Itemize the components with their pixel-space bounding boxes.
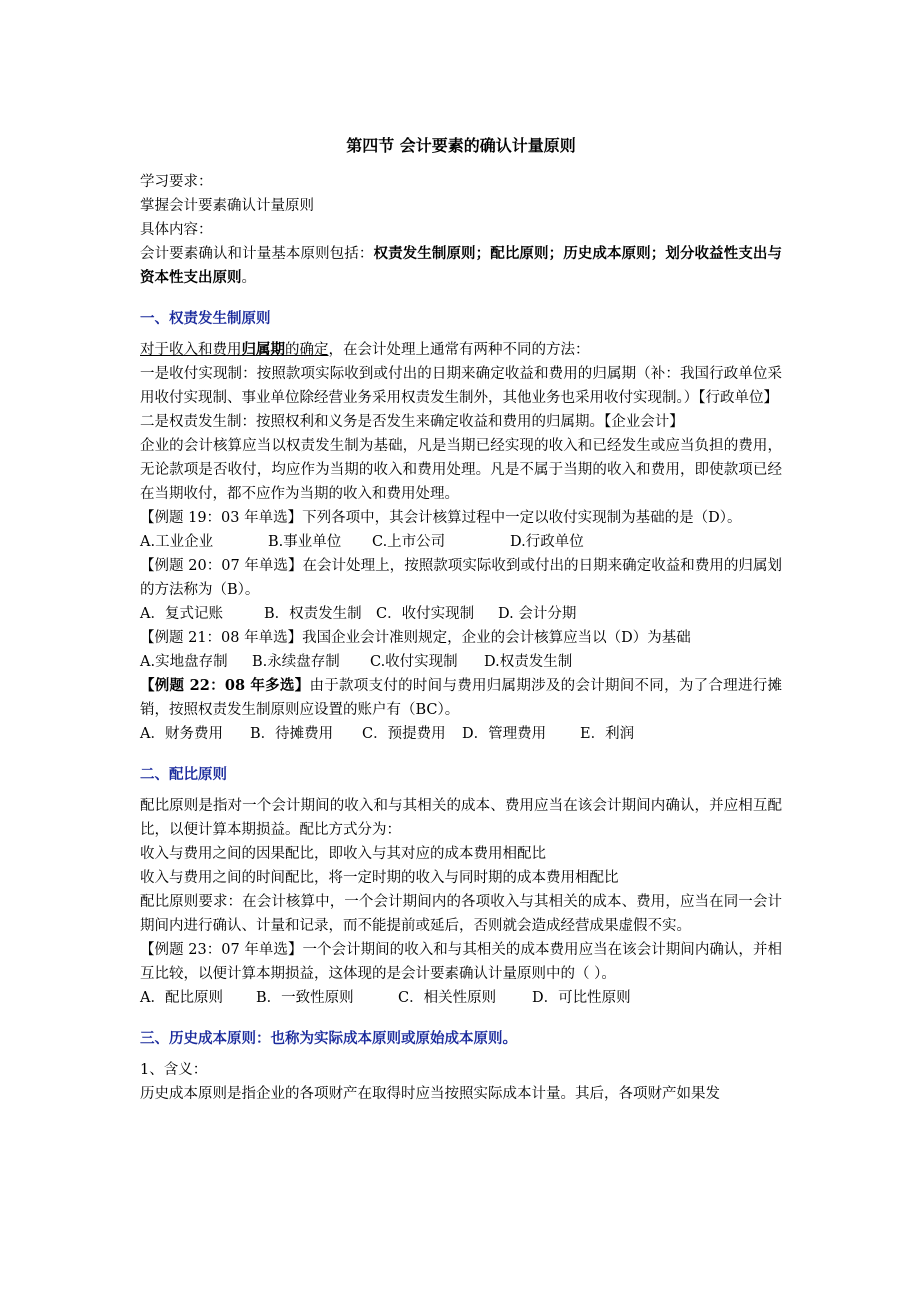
summary-paragraph: [140, 242, 782, 290]
historical-cost-definition: 历史成本原则是指企业的各项财产在取得时应当按照实际成本计量。其后，各项财产如果发: [140, 1086, 720, 1102]
content-label: 具体内容：: [140, 222, 213, 238]
accrual-intro-underlined-1: 对于收入和费用: [140, 342, 242, 358]
section-heading-historical-cost: 三、历史成本原则：也称为实际成本原则或原始成本原则。: [140, 1031, 517, 1047]
accrual-basis-paragraph: 二是权责发生制：按照权利和义务是否发生来确定收益和费用的归属期。【企业会计】: [140, 414, 684, 430]
accrual-intro-key-term: 归属期: [241, 341, 285, 358]
option: D．管理费用: [462, 726, 547, 742]
example-21-options: [140, 650, 782, 674]
option: A.实地盘存制: [140, 654, 228, 670]
cash-basis-paragraph: 一是收付实现制：按照款项实际收到或付出的日期来确定收益和费用的归属期（补：我国行政单位采用收付实现制、事业单位除经营业务采用权责发生制外，其他业务也采用收付实现制。）【行政单位】: [140, 366, 782, 406]
document-page: [140, 136, 782, 1106]
option: A.工业企业: [140, 534, 214, 550]
example-19-question: 【例题 19：03 年单选】下列各项中，其会计核算过程中一定以收付实现制为基础的是（D）。: [140, 510, 742, 526]
summary-principles: 权责发生制原则；配比原则；历史成本原则；划分收益性支出与资本性支出原则: [140, 245, 783, 286]
option: A．复式记账: [140, 606, 223, 622]
section-heading-matching: 二、配比原则: [140, 767, 227, 783]
option: B．权责发生制: [264, 606, 362, 622]
section-heading-accrual: 一、权责发生制原则: [140, 311, 271, 327]
option: C.上市公司: [372, 534, 446, 550]
matching-definition: 配比原则是指对一个会计期间的收入和与其相关的成本、费用应当在该会计期间内确认，并应相互配比，以便计算本期损益。配比方式分为：: [140, 798, 782, 838]
option: E．利润: [580, 726, 635, 742]
example-19-options: [140, 530, 782, 554]
option: C．预提费用: [362, 726, 446, 742]
page-title: 第四节 会计要素的确认计量原则: [346, 136, 576, 155]
option: A．财务费用: [140, 726, 223, 742]
accrual-intro: [140, 338, 782, 362]
example-20-question: 【例题 20：07 年单选】在会计处理上，按照款项实际收到或付出的日期来确定收益和费用的归属划的方法称为（B）。: [140, 558, 782, 598]
summary-lead: 会计要素确认和计量基本原则包括：: [140, 246, 374, 262]
requirement-label: 学习要求：: [140, 174, 213, 190]
example-22-text: 由于款项支付的时间与费用归属期涉及的会计期间不同，为了合理进行摊销，按照权责发生制原则应设置的账户有（BC）。: [140, 678, 783, 718]
enterprise-paragraph: 企业的会计核算应当以权责发生制为基础，凡是当期已经实现的收入和已经发生或应当负担的费用，无论款项是否收付，均应作为当期的收入和费用处理。凡是不属于当期的收入和费用，即使款项已经在当期收付，都不应作为当期的收入和费用处理。: [140, 438, 782, 502]
accrual-intro-underlined-2: 的确定: [285, 342, 329, 358]
option: A．配比原则: [140, 990, 223, 1006]
accrual-intro-rest: ，在会计处理上通常有两种不同的方法：: [328, 342, 590, 358]
option: B.永续盘存制: [252, 654, 340, 670]
option: B．待摊费用: [250, 726, 334, 742]
example-22-options: [140, 722, 782, 746]
meaning-label: 1、含义：: [140, 1062, 208, 1078]
option: D. 会计分期: [498, 606, 577, 622]
example-22-question: [140, 674, 782, 722]
example-20-options: [140, 602, 782, 626]
option: B.事业单位: [268, 534, 342, 550]
example-22-label: 【例题 22：08 年多选】: [140, 677, 310, 694]
option: C．相关性原则: [398, 990, 497, 1006]
matching-requirement: 配比原则要求：在会计核算中，一个会计期间内的各项收入与其相关的成本、费用，应当在同一会计期间内进行确认、计量和记录，而不能提前或延后，否则就会造成经营成果虚假不实。: [140, 894, 782, 934]
matching-temporal: 收入与费用之间的时间配比，将一定时期的收入与同时期的成本费用相配比: [140, 870, 619, 886]
option: D.行政单位: [510, 534, 584, 550]
requirement-text: 掌握会计要素确认计量原则: [140, 198, 314, 214]
option: C.收付实现制: [370, 654, 458, 670]
example-23-options: [140, 986, 782, 1010]
option: D．可比性原则: [532, 990, 631, 1006]
example-21-question: 【例题 21：08 年单选】我国企业会计准则规定，企业的会计核算应当以（D）为基础: [140, 630, 691, 646]
example-23-question: 【例题 23：07 年单选】一个会计期间的收入和与其相关的成本费用应当在该会计期间内确认，并相互比较，以便计算本期损益，这体现的是会计要素确认计量原则中的（ ）。: [140, 942, 782, 982]
option: D.权责发生制: [484, 654, 573, 670]
option: B．一致性原则: [256, 990, 354, 1006]
matching-causal: 收入与费用之间的因果配比，即收入与其对应的成本费用相配比: [140, 846, 546, 862]
summary-end: 。: [241, 270, 256, 286]
option: C．收付实现制: [376, 606, 475, 622]
